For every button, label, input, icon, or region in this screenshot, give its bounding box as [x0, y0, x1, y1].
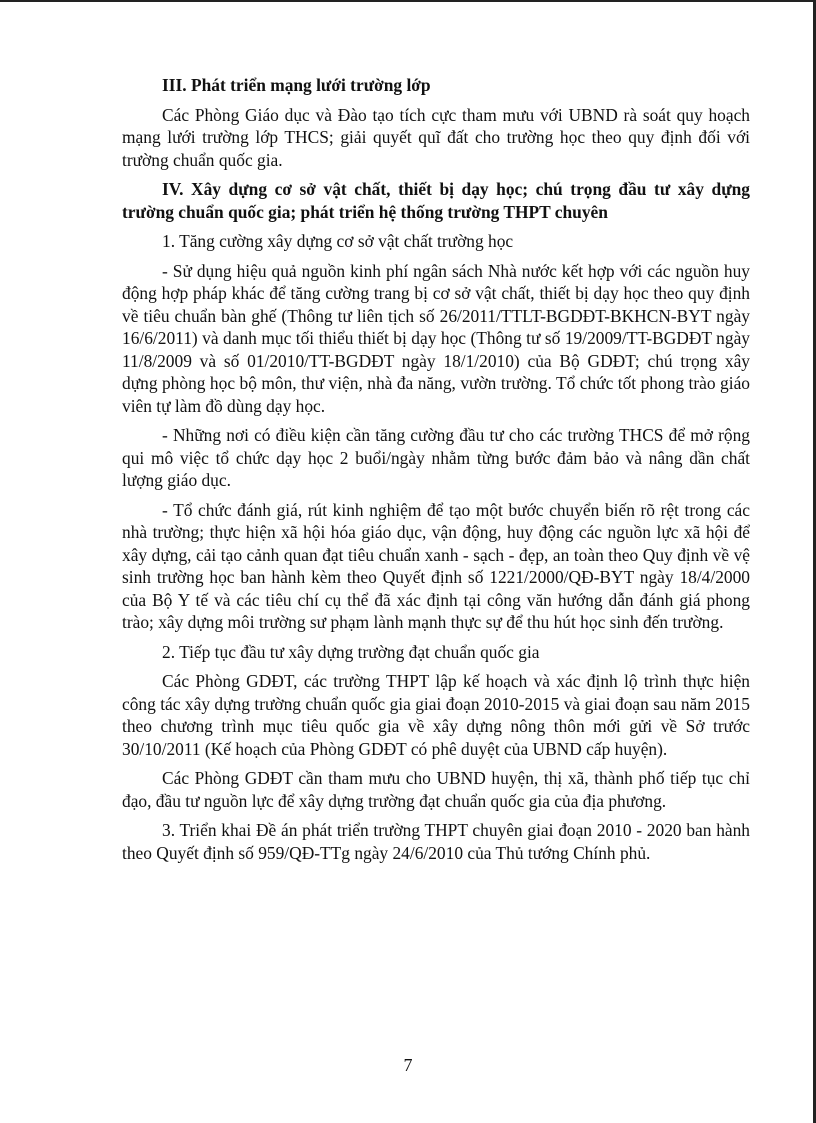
paragraph: - Những nơi có điều kiện cần tăng cường đầu tư cho các trường THCS để mở rộng qui mô việc tổ chức dạy học 2 buổi/ngày nhằm từng bước đảm bảo và nâng dần chất lượng giáo dục. — [122, 425, 750, 490]
scan-edge-top — [0, 0, 816, 2]
section-heading-iv: IV. Xây dựng cơ sở vật chất, thiết bị dạy học; chú trọng đầu tư xây dựng trường chuẩn quốc gia; phát triển hệ thống trường THPT chuyên — [122, 179, 750, 222]
paragraph: Các Phòng Giáo dục và Đào tạo tích cực tham mưu với UBND rà soát quy hoạch mạng lưới trường lớp THCS; giải quyết quĩ đất cho trường học theo quy định đối với trường chuẩn quốc gia. — [122, 104, 750, 170]
paragraph: - Sử dụng hiệu quả nguồn kinh phí ngân sách Nhà nước kết hợp với các nguồn huy động hợp pháp khác để tăng cường trang bị cơ sở vật chất, thiết bị dạy học theo quy định về tiêu chuẩn bàn ghế (Thông tư liên tịch số 26/2011/TTLT-BGDĐT-BKHCN-BYT ngày 16/6/2011) và danh mục tối thiểu thiết bị dạy học (Thông tư số 19/2009/TT-BGDĐT ngày 11/8/2009 và số 01/2010/TT-BGDĐT ngày 18/1/2010) của Bộ GDĐT; chú trọng xây dựng phòng học bộ môn, thư viện, nhà đa năng, vườn trường. Tổ chức tốt phong trào giáo viên tự làm đồ dùng dạy học. — [122, 260, 750, 416]
subheading-1: 1. Tăng cường xây dựng cơ sở vật chất trường học — [162, 231, 514, 251]
section-heading-iii: III. Phát triển mạng lưới trường lớp — [162, 75, 431, 95]
page-number: 7 — [403, 1055, 413, 1075]
subheading-3: 3. Triển khai Đề án phát triển trường THPT chuyên giai đoạn 2010 - 2020 ban hành theo Quyết định số 959/QĐ-TTg ngày 24/6/2010 của Thủ tướng Chính phủ. — [122, 820, 750, 863]
document-page — [122, 74, 750, 871]
paragraph: Các Phòng GDĐT cần tham mưu cho UBND huyện, thị xã, thành phố tiếp tục chỉ đạo, đầu tư nguồn lực để xây dựng trường đạt chuẩn quốc gia của địa phương. — [122, 768, 750, 811]
subheading-2: 2. Tiếp tục đầu tư xây dựng trường đạt chuẩn quốc gia — [162, 641, 540, 662]
paragraph: - Tổ chức đánh giá, rút kinh nghiệm để tạo một bước chuyển biến rõ rệt trong các nhà trường; thực hiện xã hội hóa giáo dục, vận động, huy động các nguồn lực xã hội để xây dựng, cải tạo cảnh quan đạt tiêu chuẩn xanh - sạch - đẹp, an toàn theo Quy định về vệ sinh trường học ban hành kèm theo Quyết định số 1221/2000/QĐ-BYT ngày 18/4/2000 của Bộ Y tế và các tiêu chí cụ thể đã xác định tại công văn hướng dẫn đánh giá phong trào; xây dựng môi trường sư phạm lành mạnh thực sự để thu hút học sinh đến trường. — [122, 499, 750, 632]
paragraph: Các Phòng GDĐT, các trường THPT lập kế hoạch và xác định lộ trình thực hiện công tác xây dựng trường chuẩn quốc gia giai đoạn 2010-2015 và giai đoạn sau năm 2015 theo chương trình mục tiêu quốc gia về xây dựng nông thôn mới gửi về Sở trước 30/10/2011 (Kế hoạch của Phòng GDĐT có phê duyệt của UBND cấp huyện). — [122, 671, 750, 759]
